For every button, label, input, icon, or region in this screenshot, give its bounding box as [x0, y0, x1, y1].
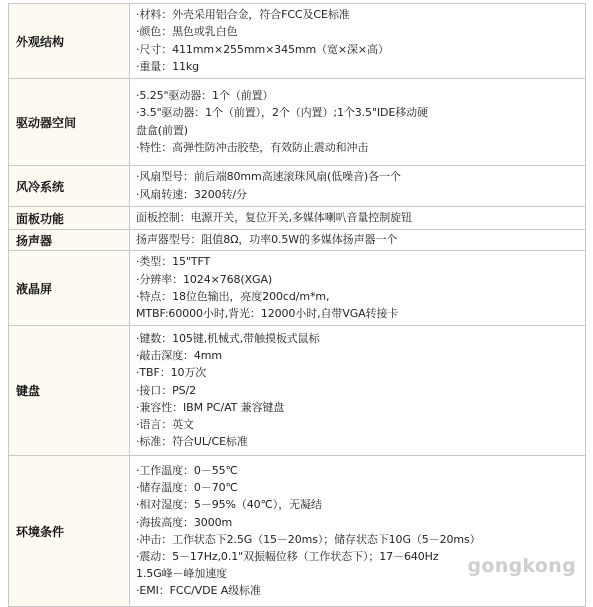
spec-row-content — [130, 79, 586, 166]
spec-line: ·特点：18位色输出，亮度200cd/m*m, — [136, 289, 330, 303]
spec-line: ·风扇型号：前后端80mm高速滚珠风扇(低噪音)各一个 — [136, 170, 401, 184]
spec-row — [9, 4, 586, 79]
spec-line: ·5.25"驱动器：1个（前置） — [136, 89, 274, 103]
spec-row-label: 环境条件 — [9, 456, 130, 607]
spec-line: ·颜色：黑色或乳白色 — [136, 25, 238, 39]
spec-row — [9, 456, 586, 607]
spec-row-content — [130, 230, 586, 251]
spec-line: ·敲击深度：4mm — [136, 349, 223, 363]
spec-line: ·震动：5－17Hz,0.1"双振幅位移（工作状态下）；17－640Hz — [136, 549, 439, 563]
spec-line: 面板控制：电源开关，复位开关,多媒体喇叭音量控制旋钮 — [136, 210, 412, 224]
spec-row-label: 驱动器空间 — [9, 79, 130, 166]
spec-row — [9, 79, 586, 166]
spec-row-label: 键盘 — [9, 326, 130, 456]
spec-table-body — [9, 4, 586, 607]
spec-row — [9, 207, 586, 230]
spec-row-content — [130, 166, 586, 207]
spec-row-label: 外观结构 — [9, 4, 130, 79]
spec-row — [9, 326, 586, 456]
spec-line: ·材料：外壳采用铝合金，符合FCC及CE标准 — [136, 8, 350, 22]
spec-row-content — [130, 251, 586, 326]
spec-row-content — [130, 207, 586, 230]
spec-line: ·3.5"驱动器：1个（前置），2个（内置）;1个3.5"IDE移动硬 — [136, 106, 428, 120]
spec-line: ·键数：105键,机械式,带触摸板式鼠标 — [136, 331, 320, 345]
spec-row-content — [130, 326, 586, 456]
spec-row-content — [130, 4, 586, 79]
spec-line: ·标准：符合UL/CE标准 — [136, 435, 248, 449]
spec-line: ·类型：15"TFT — [136, 255, 211, 269]
spec-row-label: 扬声器 — [9, 230, 130, 251]
spec-row — [9, 166, 586, 207]
spec-line: 1.5G峰－峰加速度 — [136, 567, 228, 581]
spec-row-label: 风冷系统 — [9, 166, 130, 207]
spec-row-label: 面板功能 — [9, 207, 130, 230]
spec-line: ·接口：PS/2 — [136, 383, 197, 397]
spec-sheet — [8, 3, 586, 607]
spec-table — [8, 3, 586, 607]
spec-line: ·EMI：FCC/VDE A级标准 — [136, 584, 261, 598]
spec-line: ·TBF：10万次 — [136, 366, 207, 380]
spec-row-content — [130, 456, 586, 607]
spec-row — [9, 251, 586, 326]
spec-line: ·储存温度：0－70℃ — [136, 481, 238, 495]
spec-line: 盘盒(前置) — [136, 123, 188, 137]
spec-row — [9, 230, 586, 251]
spec-line: ·兼容性：IBM PC/AT 兼容键盘 — [136, 400, 285, 414]
spec-line: ·分辨率：1024×768(XGA) — [136, 272, 273, 286]
spec-line: 扬声器型号：阻值8Ω，功率0.5W的多媒体扬声器一个 — [136, 233, 398, 246]
spec-line: ·特性：高弹性防冲击胶垫，有效防止震动和冲击 — [136, 140, 369, 154]
spec-line: ·重量：11kg — [136, 59, 200, 73]
spec-line: ·风扇转速：3200转/分 — [136, 187, 247, 201]
spec-line: MTBF:60000小时,背光：12000小时,自带VGA转接卡 — [136, 306, 399, 320]
spec-line: ·相对湿度：5－95%（40℃），无凝结 — [136, 498, 322, 512]
watermark-logo: gongkong — [467, 555, 576, 577]
spec-line: ·冲击：工作状态下2.5G（15－20ms）；储存状态下10G（5－20ms） — [136, 532, 481, 546]
spec-line: ·海拔高度：3000m — [136, 515, 233, 529]
spec-line: ·尺寸：411mm×255mm×345mm（宽×深×高） — [136, 42, 389, 56]
spec-line: ·语言：英文 — [136, 418, 194, 431]
spec-line: ·工作温度：0－55℃ — [136, 463, 238, 477]
spec-row-label: 液晶屏 — [9, 251, 130, 326]
